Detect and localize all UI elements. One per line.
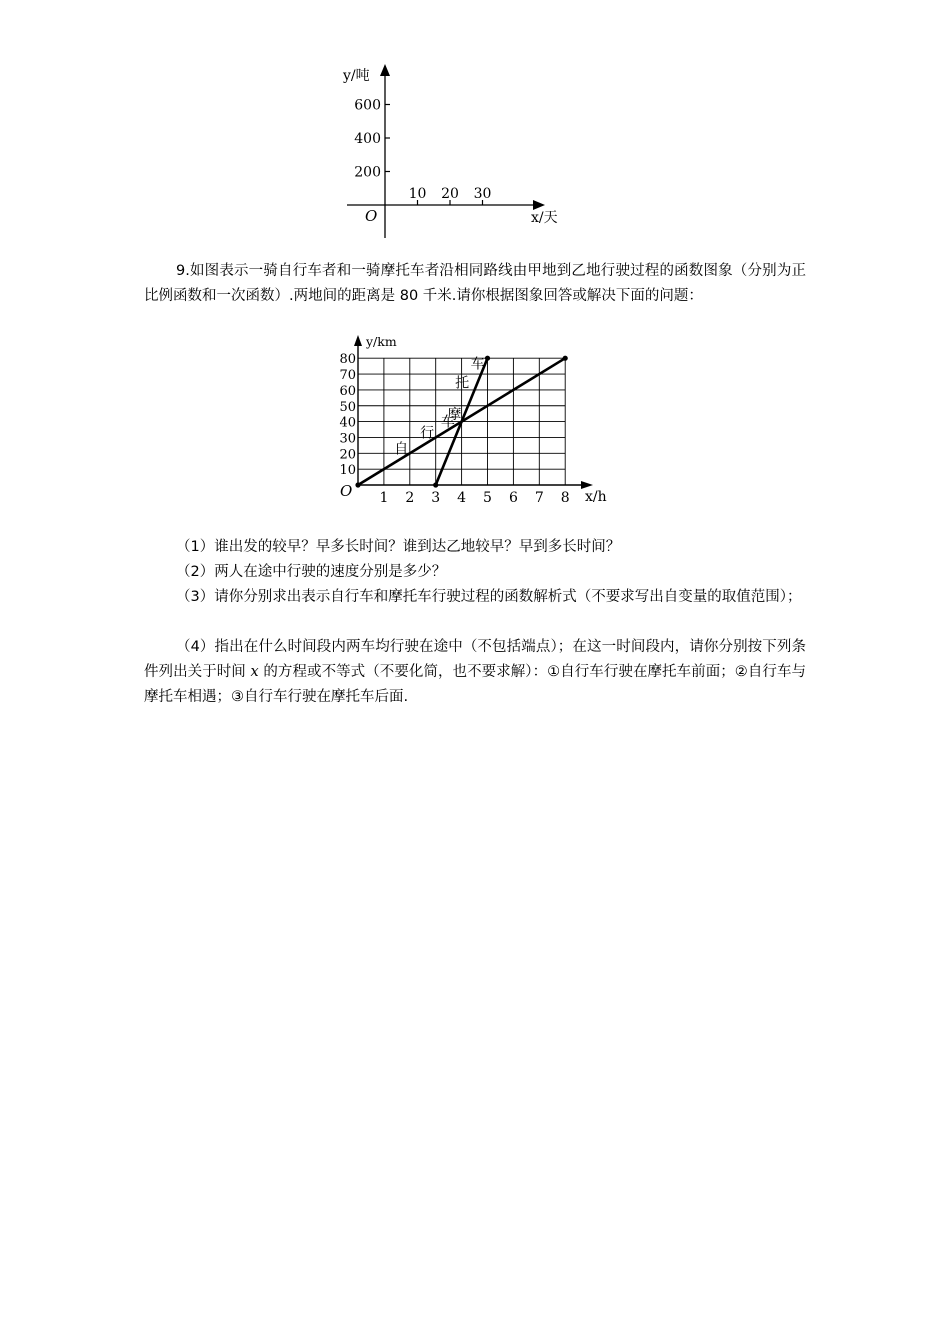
chart2-y-tick-label: 80 — [339, 352, 356, 368]
chart1-y-arrow — [380, 64, 390, 76]
question-3: （3）请你分别求出表示自行车和摩托车行驶过程的函数解析式（不要求写出自变量的取值范围）； — [176, 589, 802, 605]
chart1-y-tick-label: 200 — [354, 164, 381, 181]
chart2-x-tick-label: 1 — [379, 490, 389, 506]
chart1-x-arrow — [533, 200, 545, 210]
chart1-x-tick-label: 10 — [408, 186, 427, 202]
bicycle-label-char: 自 — [394, 441, 409, 458]
bicycle-label-char: 行 — [420, 425, 435, 442]
chart2-y-tick-label: 30 — [339, 431, 356, 447]
chart2-x-tick-label: 6 — [508, 490, 518, 506]
motorcycle-endpoint — [485, 356, 490, 361]
chart2-y-arrow — [354, 335, 362, 346]
chart2-y-tick-label: 10 — [339, 463, 356, 479]
chart2-x-tick-label: 5 — [483, 490, 492, 506]
question-4-part-a: （4）指出在什么时间段内两车均行驶在途中（不包括端点）；在这一时间段内，请你分别按下列条件列出关于时间 — [144, 639, 806, 680]
tonnage-axes-chart — [335, 55, 575, 245]
question-2: （2）两人在途中行驶的速度分别是多少？ — [176, 564, 447, 580]
question-4 — [144, 635, 806, 710]
chart2-x-tick-label: 3 — [431, 490, 441, 506]
chart1-x-tick-label: 30 — [473, 186, 492, 202]
chart1-y-label: y/吨 — [343, 68, 370, 84]
chart1-origin-label: O — [365, 207, 378, 225]
chart2-y-tick-label: 60 — [339, 383, 356, 399]
chart2-x-tick-label: 8 — [560, 490, 570, 506]
distance-time-chart — [335, 330, 620, 510]
bicycle-endpoint — [355, 482, 360, 487]
chart2-x-arrow — [581, 481, 593, 489]
question-4-variable: x — [250, 664, 259, 680]
chart1-x-label: x/天 — [531, 210, 558, 226]
chart2-origin-label: O — [340, 482, 353, 500]
chart2-x-label: x/h — [585, 489, 607, 505]
motorcycle-endpoint — [433, 482, 438, 487]
chart2-y-tick-label: 50 — [339, 399, 356, 415]
chart2-x-tick-label: 2 — [405, 490, 415, 506]
motorcycle-label-char: 车 — [470, 356, 485, 373]
chart2-x-tick-label: 7 — [534, 490, 544, 506]
chart2-y-label: y/km — [366, 334, 397, 349]
motorcycle-label-char: 摩 — [447, 407, 462, 424]
question-1: （1）谁出发的较早？早多长时间？谁到达乙地较早？早到多长时间？ — [176, 539, 621, 555]
chart2-x-tick-label: 4 — [457, 490, 467, 506]
bicycle-endpoint — [563, 356, 568, 361]
chart1-x-tick-label: 20 — [441, 186, 459, 202]
chart2-y-tick-label: 70 — [339, 368, 356, 384]
chart2-y-tick-label: 20 — [339, 447, 356, 463]
chart2-y-tick-label: 40 — [339, 415, 356, 431]
motorcycle-label-char: 托 — [455, 375, 470, 392]
problem-intro: 9.如图表示一骑自行车者和一骑摩托车者沿相同路线由甲地到乙地行驶过程的函数图象（分别为正比例函数和一次函数）.两地间的距离是 80 千米.请你根据图象回答或解决下面的问题： — [144, 263, 806, 304]
chart1-y-tick-label: 600 — [354, 97, 381, 114]
chart1-y-tick-label: 400 — [354, 131, 381, 147]
bicycle-label-char: 车 — [440, 414, 455, 431]
question-4-part-b: 的方程或不等式（不要化简，也不要求解）：①自行车行驶在摩托车前面；②自行车与摩托车相遇；③自行车行驶在摩托车后面. — [144, 664, 807, 705]
